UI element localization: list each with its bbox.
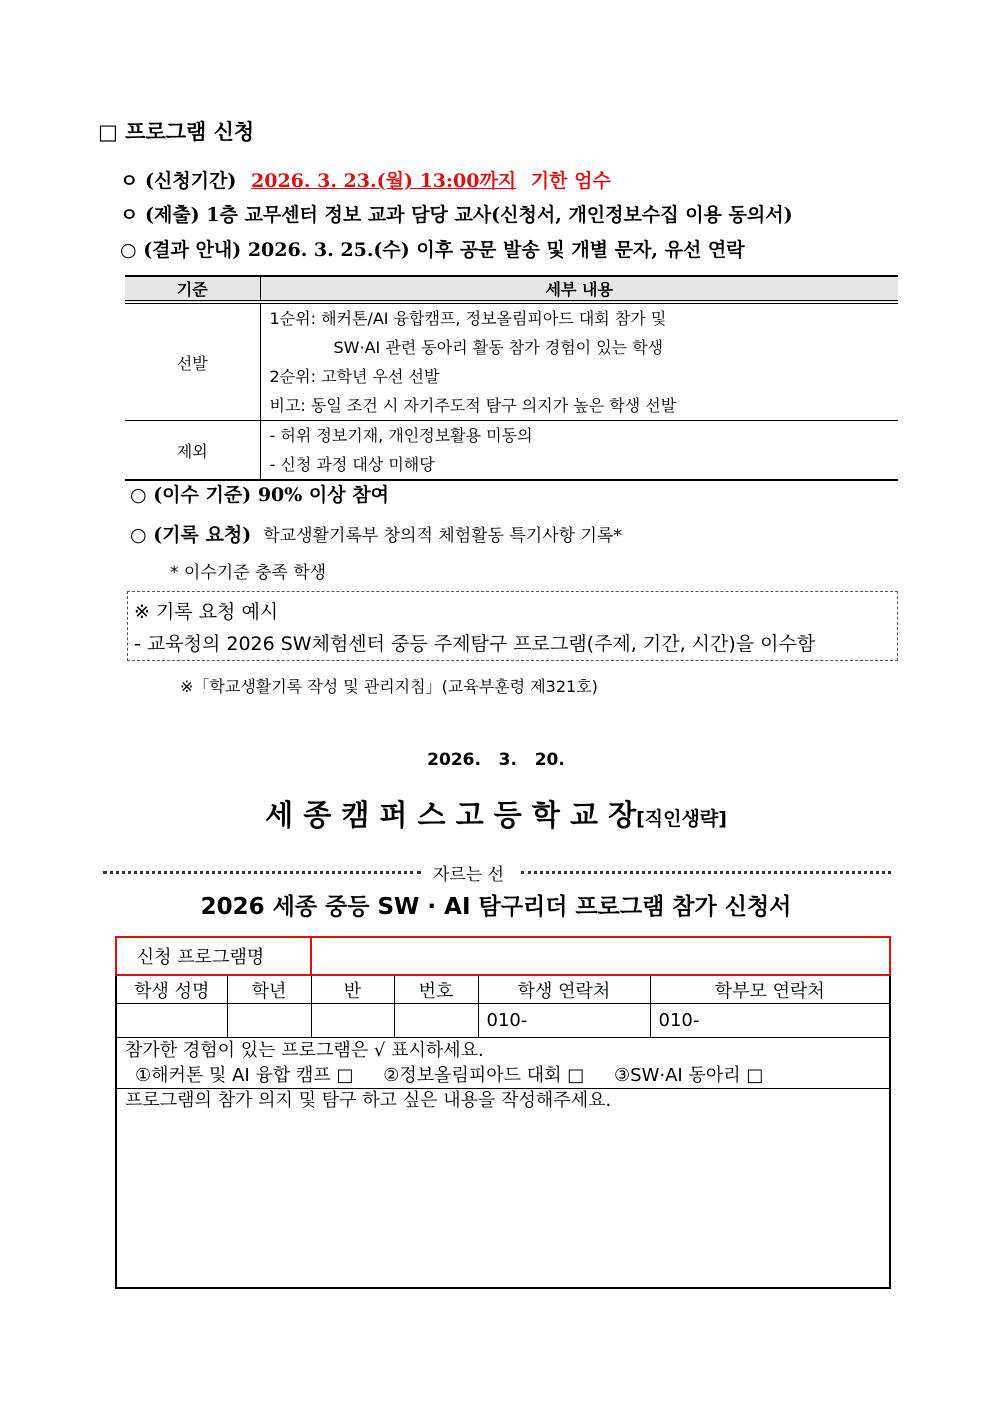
selection-details <box>260 302 898 421</box>
class-field[interactable] <box>311 1004 394 1038</box>
student-info-header-row <box>116 975 890 1004</box>
criteria-table <box>125 275 898 481</box>
record-example-box <box>127 591 898 661</box>
selection-line: 2순위: 고학년 우선 선발 <box>269 367 440 386</box>
example-text: - 교육청의 2026 SW체험센터 중등 주제탐구 프로그램(주제, 기간, 시간)을 이수함 <box>134 633 816 655</box>
selection-label: 선발 <box>125 302 260 421</box>
motivation-field[interactable] <box>116 1089 890 1289</box>
record-request-line <box>130 520 622 547</box>
guideline-reference: ※「학교생활기록 작성 및 관리지침」(교육부훈령 제321호) <box>180 677 598 696</box>
experience-option-hackathon[interactable]: ①해커톤 및 AI 융합 캠프 □ <box>135 1065 354 1086</box>
number-field[interactable] <box>394 1004 478 1038</box>
period-deadline: 2026. 3. 23.(월) 13:00까지 <box>251 170 517 192</box>
exclusion-label: 제외 <box>125 421 260 481</box>
program-name-label: 신청 프로그램명 <box>116 937 311 975</box>
selection-line: 1순위: 해커톤/AI 융합캠프, 정보올림피아드 대회 참가 및 <box>269 309 667 328</box>
program-name-field[interactable] <box>311 937 890 975</box>
form-title: 2026 세종 중등 SW · AI 탐구리더 프로그램 참가 신청서 <box>200 894 792 920</box>
selection-line: SW·AI 관련 동아리 활동 참가 경험이 있는 학생 <box>333 338 664 357</box>
cutline-label: 자르는 선 <box>433 865 505 885</box>
motivation-row <box>116 1089 890 1289</box>
header-number: 번호 <box>394 975 478 1004</box>
header-parent-phone: 학부모 연락처 <box>650 975 890 1004</box>
student-name-field[interactable] <box>116 1004 227 1038</box>
student-phone-field[interactable]: 010- <box>478 1004 650 1038</box>
record-request-label: ○ (기록 요청) <box>130 524 252 546</box>
program-row <box>116 937 890 975</box>
cutline-right <box>521 871 891 874</box>
seal-note: [직인생략] <box>636 808 727 830</box>
parent-phone-field[interactable]: 010- <box>650 1004 890 1038</box>
selection-line: 비고: 동일 조건 시 자기주도적 탐구 의지가 높은 학생 선발 <box>269 396 677 415</box>
issue-date: 2026. 3. 20. <box>427 750 565 770</box>
record-request-text: 학교생활기록부 창의적 체험활동 특기사항 기록* <box>263 526 622 546</box>
criteria-header-details: 세부 내용 <box>260 276 898 302</box>
experience-instruction: 참가한 경험이 있는 프로그램은 √ 표시하세요. <box>125 1040 484 1061</box>
result-notice-line: ○ (결과 안내) 2026. 3. 25.(수) 이후 공문 발송 및 개별 문자, 유선 연락 <box>120 239 745 261</box>
motivation-instruction: 프로그램의 참가 의지 및 탐구 하고 싶은 내용을 작성해주세요. <box>125 1090 612 1111</box>
grade-field[interactable] <box>227 1004 311 1038</box>
submission-line: ㅇ (제출) 1층 교무센터 정보 교과 담당 교사(신청서, 개인정보수집 이용 동의서) <box>120 204 793 226</box>
experience-row <box>116 1038 890 1089</box>
exclusion-details <box>260 421 898 481</box>
exclusion-row <box>125 421 898 481</box>
experience-cell <box>116 1038 890 1089</box>
student-info-input-row <box>116 1004 890 1038</box>
completion-criteria-line: ○ (이수 기준) 90% 이상 참여 <box>130 484 389 506</box>
example-title: ※ 기록 요청 예시 <box>134 601 279 623</box>
period-label: ㅇ (신청기간) <box>120 170 237 192</box>
principal-signature <box>0 793 992 834</box>
exclusion-line: - 신청 과정 대상 미해당 <box>269 455 435 474</box>
selection-row <box>125 302 898 421</box>
section-title: □ 프로그램 신청 <box>98 119 255 144</box>
application-form <box>115 936 891 1289</box>
header-student-name: 학생 성명 <box>116 975 227 1004</box>
criteria-header-standard: 기준 <box>125 276 260 302</box>
experience-option-olympiad[interactable]: ②정보올림피아드 대회 □ <box>383 1065 585 1086</box>
cutline-left <box>103 871 421 874</box>
record-footnote: * 이수기준 충족 학생 <box>170 563 327 583</box>
experience-options <box>125 1063 889 1088</box>
period-strict-note: 기한 엄수 <box>530 170 611 192</box>
principal-title: 세 종 캠 퍼 스 고 등 학 교 장 <box>265 798 637 832</box>
header-student-phone: 학생 연락처 <box>478 975 650 1004</box>
application-period-line <box>120 166 611 193</box>
exclusion-line: - 허위 정보기재, 개인정보활용 미동의 <box>269 426 533 445</box>
experience-option-club[interactable]: ③SW·AI 동아리 □ <box>614 1065 764 1086</box>
header-grade: 학년 <box>227 975 311 1004</box>
header-class: 반 <box>311 975 394 1004</box>
